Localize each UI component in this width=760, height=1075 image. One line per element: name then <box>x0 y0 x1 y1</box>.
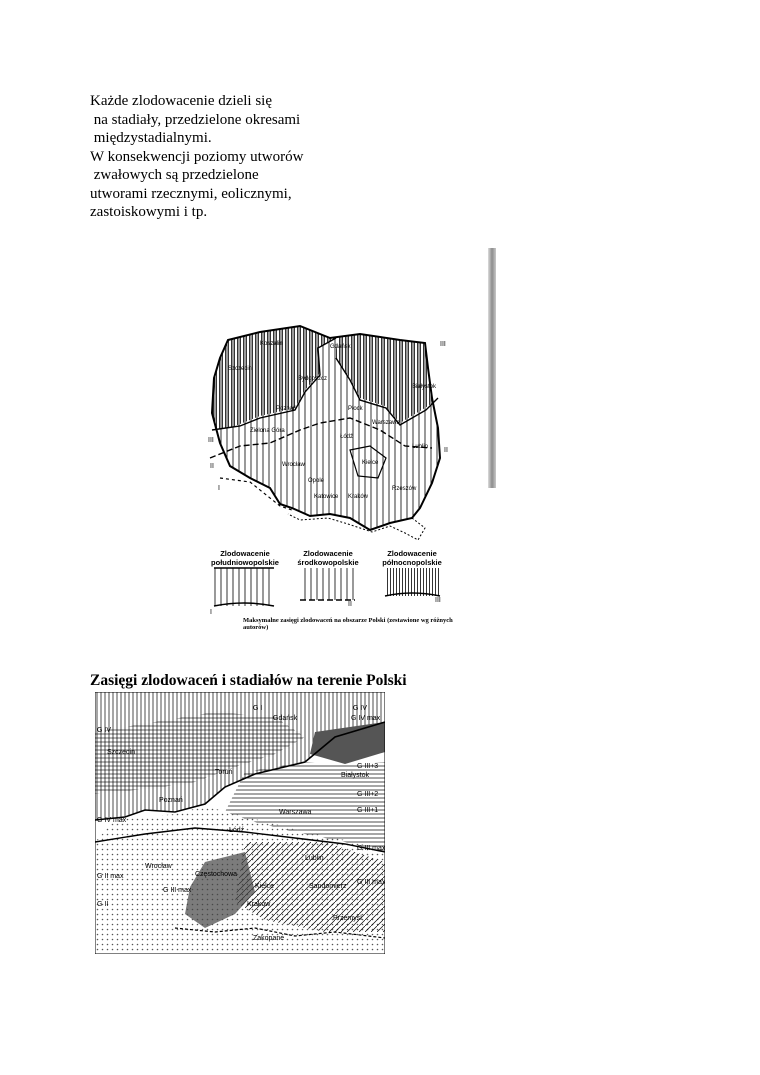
scan-edge-artifact <box>488 248 496 488</box>
stages-city-label: Lublin <box>305 855 324 862</box>
stages-city-label: Poznań <box>159 797 183 804</box>
stages-city-label: Zakopane <box>253 935 285 942</box>
stages-city-label: Warszawa <box>279 809 312 816</box>
stage-label: G III max <box>357 845 385 852</box>
intro-paragraph <box>90 92 350 222</box>
map-graphic <box>200 318 470 638</box>
glaciation-limits-map <box>200 318 470 638</box>
map-city-label: Łódź <box>340 434 354 440</box>
stages-city-label: Szczecin <box>107 749 136 756</box>
map-city-label: Kraków <box>348 494 369 500</box>
stage-label: G II max <box>97 873 124 880</box>
stage-label: G IV <box>97 727 112 734</box>
map-city-label: Białystok <box>412 384 437 390</box>
map-city-label: Opole <box>308 478 325 484</box>
legend-south-label: Zlodowacenie południowopolskie <box>211 549 279 567</box>
stage-label: G III max <box>163 887 192 894</box>
limit-mark-south: I <box>218 485 220 492</box>
map-city-label: Płock <box>348 406 363 412</box>
map-city-label: Rzeszów <box>392 486 417 492</box>
legend-swatches <box>214 568 440 606</box>
legend-mark: I <box>210 609 212 616</box>
stages-city-label: Białystok <box>341 772 370 779</box>
legend-mark: II <box>348 601 352 608</box>
glaciation-stages-map <box>95 692 385 954</box>
stages-city-label: Gdańsk <box>273 715 298 722</box>
limit-mark-north: III <box>208 437 214 444</box>
stage-label: G II <box>97 901 109 908</box>
map-caption: Maksymalne zasięgi zlodowaceń na obszarze Polski (zestawione wg różnych autorów) <box>243 617 453 631</box>
map-city-label: Bydgoszcz <box>298 376 328 382</box>
stage-label: G III+2 <box>357 791 379 798</box>
map-city-label: Zielona Góra <box>250 428 285 434</box>
section-heading: Zasięgi zlodowaceń i stadiałów na terenie Polski <box>90 672 407 689</box>
limit-mark-central: II <box>210 463 214 470</box>
stages-city-label: Kielce <box>255 883 275 890</box>
map-city-label: Warszawa <box>372 420 400 426</box>
stages-city-label: Przemyśl <box>333 915 362 922</box>
stages-city-label: Sandomierz <box>309 883 347 890</box>
map-city-label: Koszalin <box>260 341 283 347</box>
paragraph-line: na stadiały, przedzielone okresami <box>90 111 301 128</box>
legend-north-label: Zlodowacenie północnopolskie <box>382 549 442 567</box>
stage-label: G I <box>253 705 263 712</box>
paragraph-line: zastoiskowymi i tp. <box>90 204 208 220</box>
paragraph-line: międzystadialnymi. <box>90 130 212 146</box>
map-city-label: Katowice <box>314 494 339 500</box>
stage-label: G III max <box>357 879 385 886</box>
stages-city-label: Łódź <box>229 827 245 834</box>
paragraph-line: utworami rzecznymi, eolicznymi, <box>90 185 292 202</box>
stages-city-label: Częstochowa <box>195 871 238 878</box>
legend-mark: III <box>435 597 441 604</box>
map-city-label: Wrocław <box>282 462 305 468</box>
stage-label: G III+3 <box>357 763 379 770</box>
map-city-label: Szczecin <box>228 366 253 372</box>
paragraph-line: zwałowych są przedzielone <box>90 167 259 183</box>
stage-label: G III+1 <box>357 807 379 814</box>
map-city-label: Lublin <box>412 444 429 450</box>
stages-map-graphic <box>95 692 385 954</box>
paragraph-line: Każde zlodowacenie dzieli się <box>90 93 272 109</box>
stage-label: G IV max <box>97 817 127 824</box>
limit-mark-north: III <box>440 341 446 348</box>
stages-city-label: Kraków <box>247 901 271 908</box>
stages-city-label: Wrocław <box>145 863 172 870</box>
stage-label: G IV max <box>351 715 381 722</box>
legend-central-label: Zlodowacenie środkowopolskie <box>297 549 359 567</box>
stages-city-label: Toruń <box>215 769 233 776</box>
map-city-label: Kielce <box>362 460 379 466</box>
limit-mark-central: II <box>444 447 448 454</box>
map-city-label: Gdańsk <box>330 344 351 350</box>
map-city-label: Poznań <box>276 406 297 412</box>
paragraph-line: W konsekwencji poziomy utworów <box>90 148 304 165</box>
stage-label: G IV <box>353 705 368 712</box>
